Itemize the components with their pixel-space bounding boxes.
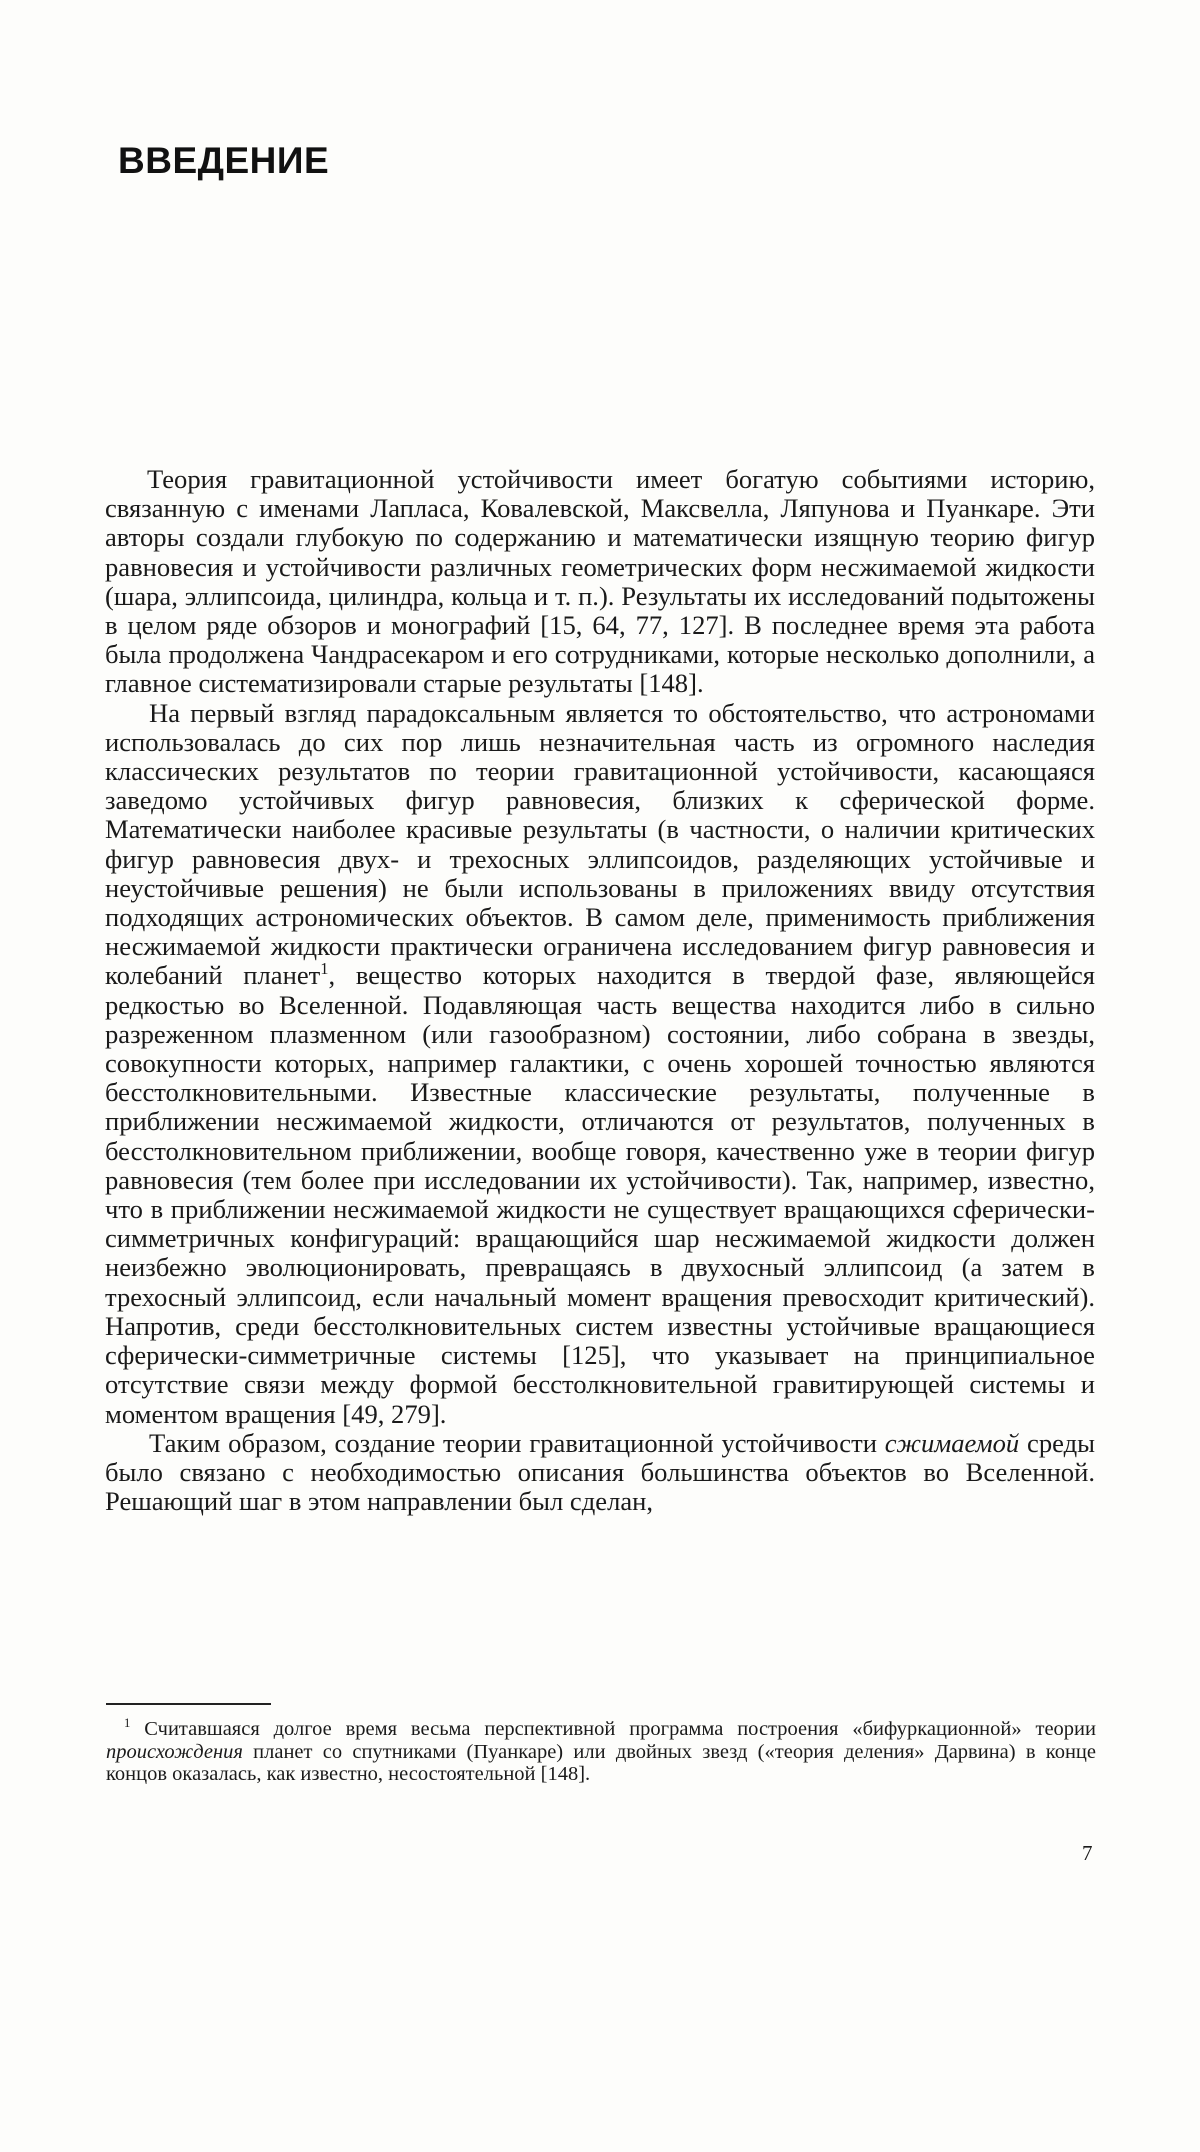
paragraph-3 [105, 1429, 1095, 1517]
chapter-heading: ВВЕДЕНИЕ [118, 140, 330, 181]
footnote-text [106, 1718, 1096, 1786]
footnote-divider [106, 1703, 271, 1705]
footnote-part-2: планет со спутниками (Пуанкаре) или двойных звезд («теория деления» Дарвина) в конце концов оказалась, как известно, несостоятельной [148]. [106, 1740, 1096, 1785]
paragraph-2-part-1: На первый взгляд парадоксальным является то обстоятельство, что астрономами использовалась до сих пор лишь незначительная часть из огромного наследия классических результатов по теории гравитационной устойчивости, касающаяся заведомо устойчивых фигур равновесия, близких к сферической форме. Математически наиболее красивые результаты (в частности, о наличии критических фигур равновесия двух- и трехосных эллипсоидов, разделяющих устойчивые и неустойчивые решения) не были использованы в приложениях ввиду отсутствия подходящих астрономических объектов. В самом деле, применимость приближения несжимаемой жидкости практически ограничена исследованием фигур равновесия и колебаний планет [105, 697, 1095, 991]
paragraph-3-part-2: среды было связано с необходимостью описания большинства объектов во Вселенной. Решающий шаг в этом направлении был сделан, [105, 1427, 1095, 1517]
main-text [105, 465, 1095, 1516]
page-number: 7 [1082, 1841, 1093, 1865]
paragraph-1: Теория гравитационной устойчивости имеет богатую событиями историю, связанную с именами Лапласа, Ковалевской, Максвелла, Ляпунова и Пуанкаре. Эти авторы создали глубокую по содержанию и математически изящную теорию фигур равновесия и устойчивости различных геометрических форм несжимаемой жидкости (шара, эллипсоида, цилиндра, кольца и т. п.). Результаты их исследований подытожены в целом ряде обзоров и монографий [15, 64, 77, 127]. В последнее время эта работа была продолжена Чандрасекаром и его сотрудниками, которые несколько дополнили, а главное систематизировали старые результаты [148]. [105, 464, 1095, 699]
paragraph-3-italic: сжимаемой [884, 1427, 1020, 1458]
footnote-mark: 1 [124, 1716, 131, 1731]
footnote-reference: 1 [320, 959, 329, 979]
footnote-italic: происхождения [106, 1740, 243, 1763]
paragraph-2 [105, 699, 1095, 1429]
footnote [106, 1718, 1096, 1786]
footnote-part-1: Считавшаяся долгое время весьма перспективной программа построения «бифуркационной» теории [130, 1718, 1096, 1740]
paragraph-2-part-2: , вещество которых находится в твердой фазе, являющейся редкостью во Вселенной. Подавляющая часть вещества находится либо в сильно разреженном плазменном (или газообразном) состоянии, либо собрана в звезды, совокупности которых, например галактики, с очень хорошей точностью являются бесстолкновительными. Известные классические результаты, полученные в приближении несжимаемой жидкости, отличаются от результатов, полученных в бесстолкновительном приближении, вообще говоря, качественно уже в теории фигур равновесия (тем более при исследовании их устойчивости). Так, например, известно, что в приближении несжимаемой жидкости не существует вращающихся сферически-симметричных конфигураций: вращающийся шар несжимаемой жидкости должен неизбежно эволюционировать, превращаясь в двухосный эллипсоид (а затем в трехосный эллипсоид, если начальный момент вращения превосходит критический). Напротив, среди бесстолкновительных систем известны устойчивые вращающиеся сферически-симметричные системы [125], что указывает на принципиальное отсутствие связи между формой бесстолкновительной гравитирующей системы и моментом вращения [49, 279]. [105, 960, 1096, 1429]
paragraph-3-part-1: Таким образом, создание теории гравитационной устойчивости [149, 1427, 885, 1458]
